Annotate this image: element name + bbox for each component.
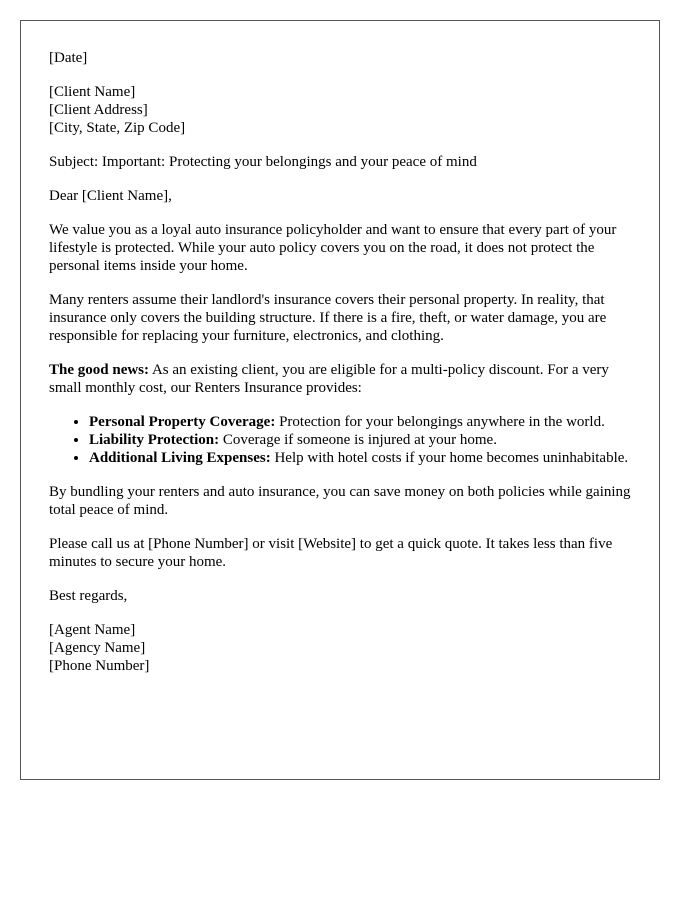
benefit-title: Liability Protection: [89, 432, 220, 448]
benefits-list [49, 413, 631, 467]
signature-agency-name: [Agency Name] [49, 640, 146, 656]
benefit-item [89, 449, 631, 467]
good-news-paragraph [49, 361, 631, 397]
body-paragraph-3: By bundling your renters and auto insurance, you can save money on both policies while gaining total peace of mind. [49, 484, 631, 518]
recipient-city-state-zip: [City, State, Zip Code] [49, 120, 186, 136]
benefit-item [89, 413, 631, 431]
benefit-text: Coverage if someone is injured at your home. [219, 432, 497, 448]
recipient-name: [Client Name] [49, 84, 136, 100]
body-paragraph-2: Many renters assume their landlord's insurance covers their personal property. In reality, that insurance only covers the building structure. If there is a fire, theft, or water damage, you are responsible for replacing your furniture, electronics, and clothing. [49, 292, 607, 344]
benefit-text: Help with hotel costs if your home becomes uninhabitable. [270, 450, 629, 466]
good-news-label: The good news: [49, 362, 150, 378]
signature-block [49, 621, 631, 675]
letter-subject: Subject: Important: Protecting your belongings and your peace of mind [49, 154, 477, 170]
benefit-item [89, 431, 631, 449]
benefit-title: Additional Living Expenses: [89, 450, 271, 466]
recipient-address: [Client Address] [49, 102, 148, 118]
body-paragraph-4: Please call us at [Phone Number] or visit [Website] to get a quick quote. It takes less than five minutes to secure your home. [49, 536, 613, 570]
signature-phone: [Phone Number] [49, 658, 150, 674]
benefit-title: Personal Property Coverage: [89, 414, 276, 430]
good-news-text: As an existing client, you are eligible for a multi-policy discount. For a very small monthly cost, our Renters Insurance provides: [49, 362, 609, 396]
letter [20, 20, 660, 780]
benefit-text: Protection for your belongings anywhere in the world. [275, 414, 605, 430]
letter-salutation: Dear [Client Name], [49, 188, 172, 204]
signature-agent-name: [Agent Name] [49, 622, 136, 638]
recipient-block [49, 83, 631, 137]
body-paragraph-1: We value you as a loyal auto insurance policyholder and want to ensure that every part of your lifestyle is protected. While your auto policy covers you on the road, it does not protect the personal items inside your home. [49, 222, 617, 274]
letter-date: [Date] [49, 50, 88, 66]
letter-closing: Best regards, [49, 588, 128, 604]
